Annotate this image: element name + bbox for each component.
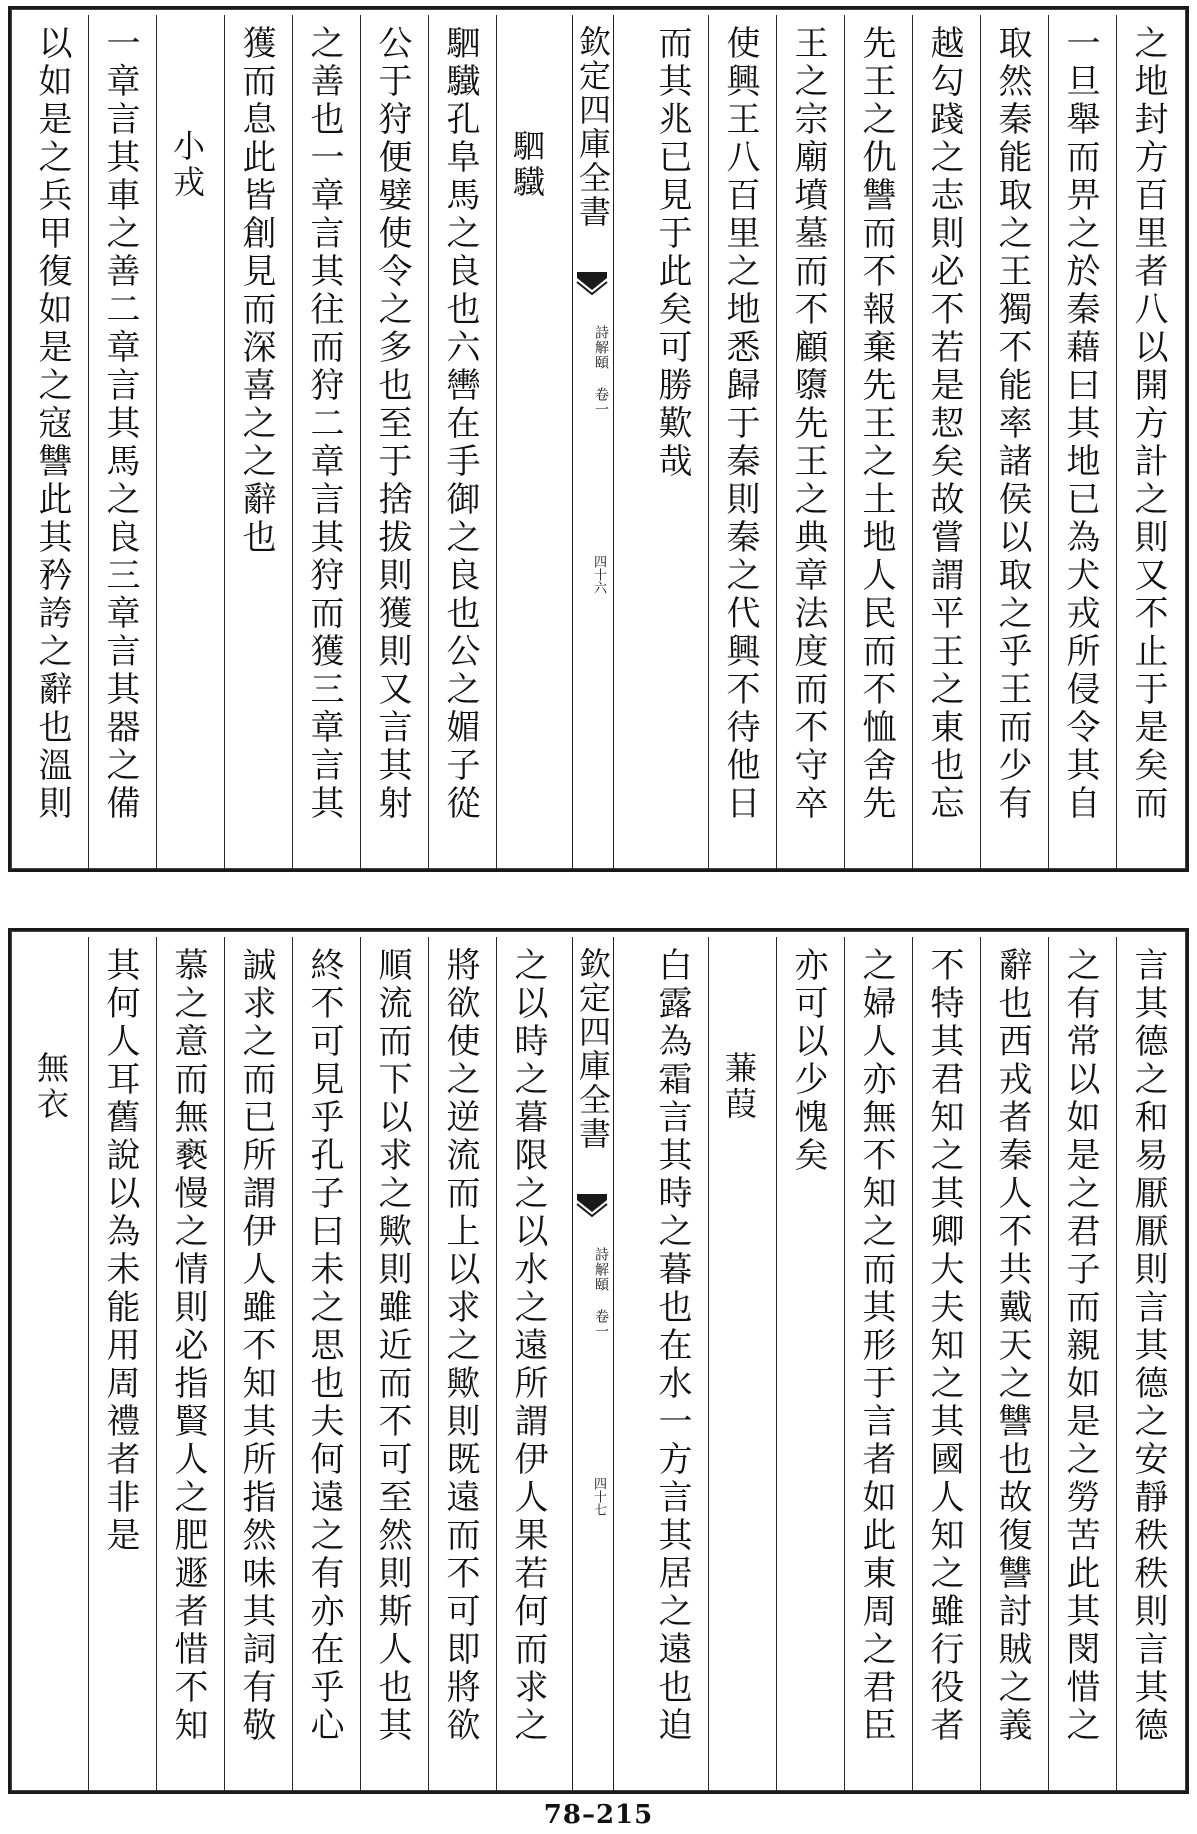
folio-number: 四十六 [591,555,606,594]
section-heading: 小戎 [168,129,206,201]
text-column: 將欲使之逆流而上以求之歟則既遠而不可即將欲 [440,947,480,1745]
column-rule [912,937,913,1791]
column-rule [1048,937,1049,1791]
column-rule [980,937,981,1791]
text-column: 取然秦能取之王獨不能率諸侯以取之乎王而少有 [992,25,1032,823]
volume-label: 詩解頤 卷一 [593,1247,609,1339]
column-rule [88,937,89,1791]
column-rule [1116,937,1117,1791]
section-heading: 蒹葭 [720,1051,758,1123]
column-rule [224,15,225,869]
text-column: 辭也西戎者秦人不共戴天之讐也故復讐討賊之義 [992,947,1032,1745]
center-gutter [572,937,614,1791]
column-rule [776,15,777,869]
column-rule [156,15,157,869]
text-column: 王之宗廟墳墓而不顧隳先王之典章法度而不守卒 [788,25,828,823]
text-column: 之以時之暮限之以水之遠所謂伊人果若何而求之 [508,947,548,1745]
text-column: 使興王八百里之地悉歸于秦則秦之代興不待他日 [720,25,760,823]
text-column: 之地封方百里者八以開方計之則又不止于是矣而 [1128,25,1168,823]
top-page-frame [8,6,1189,872]
column-rule [360,937,361,1791]
text-column: 而其兆已見于此矣可勝歎哉 [652,25,692,481]
volume-label: 詩解頤 卷一 [593,325,609,417]
column-rule [428,15,429,869]
column-rule [224,937,225,1791]
column-rule [1116,15,1117,869]
text-column: 一旦舉而畀之於秦藉曰其地已為犬戎所侵令其自 [1060,25,1100,823]
column-rule [844,937,845,1791]
text-column: 先王之仇讐而不報棄先王之土地人民而不恤舍先 [856,25,896,823]
column-rule [708,937,709,1791]
text-column: 其何人耳舊說以為未能用周禮者非是 [100,947,140,1555]
bottom-page [0,922,1197,1822]
text-column: 駟驖孔阜馬之良也六轡在手御之良也公之媚子從 [440,25,480,823]
column-rule [428,937,429,1791]
column-rule [156,937,157,1791]
text-column: 不特其君知之其卿大夫知之其國人知之雖行役者 [924,947,964,1745]
column-rule [292,937,293,1791]
column-rule [912,15,913,869]
text-column: 誠求之而已所謂伊人雖不知其所指然味其詞有敬 [236,947,276,1745]
book-title: 欽定四庫全書 [574,947,612,1151]
text-column: 公于狩便嬖使令之多也至于捨拔則獲則又言其射 [372,25,412,823]
section-heading: 駟驖 [508,129,546,201]
text-column: 終不可見乎孔子曰未之思也夫何遠之有亦在乎心 [304,947,344,1745]
column-rule [292,15,293,869]
column-rule [88,15,89,869]
text-column: 亦可以少愧矣 [788,947,828,1175]
column-rule [496,15,497,869]
fishtail-mark-icon [575,270,609,296]
column-rule [844,15,845,869]
center-gutter [572,15,614,869]
text-column: 言其德之和易厭厭則言其德之安靜秩秩則言其德 [1128,947,1168,1745]
fishtail-mark-icon [575,1192,609,1218]
column-rule [1048,15,1049,869]
column-rule [360,15,361,869]
text-column: 一章言其車之善二章言其馬之良三章言其器之備 [100,25,140,823]
column-rule [708,15,709,869]
top-page [0,0,1197,900]
text-column: 以如是之兵甲復如是之寇讐此其矜誇之辭也溫則 [32,25,72,823]
text-column: 之善也一章言其往而狩二章言其狩而獲三章言其 [304,25,344,823]
text-column: 獲而息此皆創見而深喜之之辭也 [236,25,276,557]
text-column: 白露為霜言其時之暮也在水一方言其居之遠也迫 [652,947,692,1745]
column-rule [980,15,981,869]
bottom-page-frame [8,928,1189,1794]
text-column: 順流而下以求之歟則雖近而不可至然則斯人也其 [372,947,412,1745]
text-column: 越勾踐之志則必不若是恝矣故嘗謂平王之東也忘 [924,25,964,823]
text-column: 之婦人亦無不知之而其形于言者如此東周之君臣 [856,947,896,1745]
section-heading: 無衣 [32,1051,70,1123]
column-rule [496,937,497,1791]
text-column: 慕之意而無褻慢之情則必指賢人之肥遯者惜不知 [168,947,208,1745]
page-number: 78–215 [543,1800,654,1830]
folio-number: 四十七 [591,1477,606,1516]
book-title: 欽定四庫全書 [574,25,612,229]
text-column: 之有常以如是之君子而親如是之勞苦此其閔惜之 [1060,947,1100,1745]
column-rule [776,937,777,1791]
